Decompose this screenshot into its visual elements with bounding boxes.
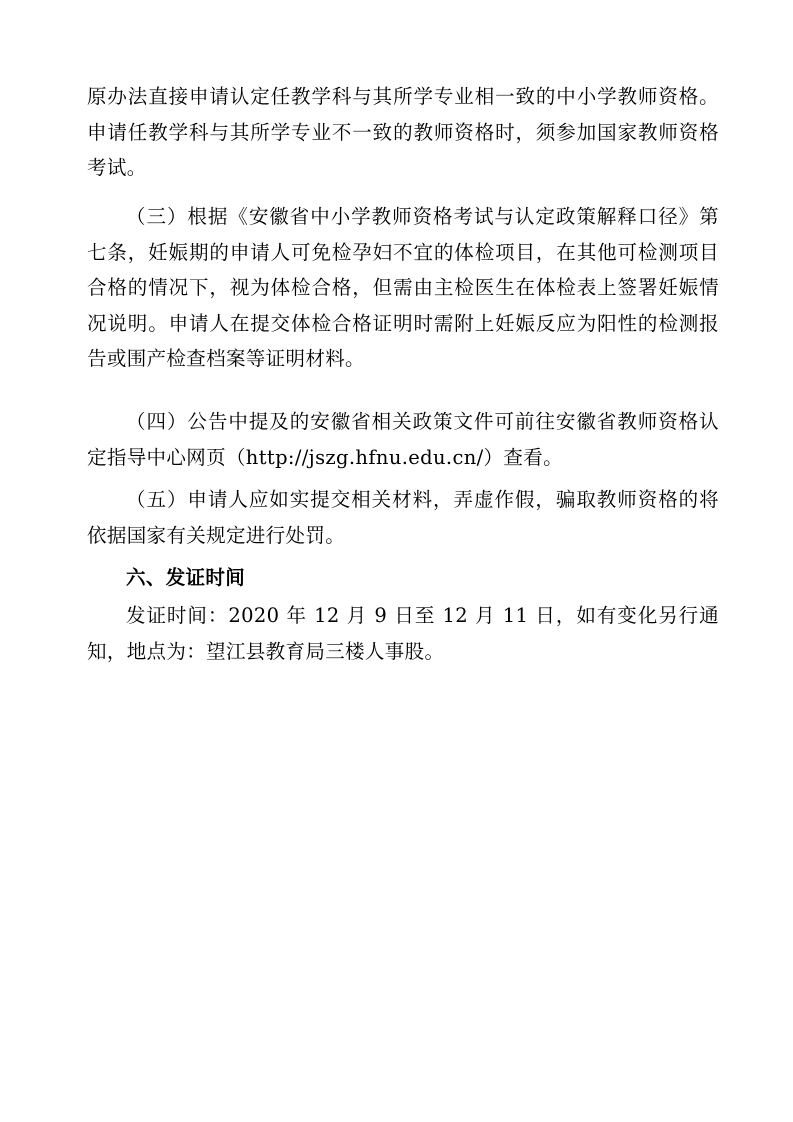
paragraph-item-4: （四）公告中提及的安徽省相关政策文件可前往安徽省教师资格认定指导中心网页（http://jszg.hfnu.edu.cn/）查看。 (87, 410, 719, 469)
section-heading: 六、发证时间 (126, 566, 246, 589)
paragraph-continuation: 原办法直接申请认定任教学科与其所学专业相一致的中小学教师资格。申请任教学科与其所学专业不一致的教师资格时，须参加国家教师资格考试。 (87, 85, 719, 179)
paragraph-item-5: （五）申请人应如实提交相关材料，弄虚作假，骗取教师资格的将依据国家有关规定进行处罚。 (87, 488, 719, 547)
issuance-paragraph: 发证时间：2020 年 12 月 9 日至 12 月 11 日，如有变化另行通知，地点为：望江县教育局三楼人事股。 (87, 604, 719, 663)
paragraph-item-3: （三）根据《安徽省中小学教师资格考试与认定政策解释口径》第七条，妊娠期的申请人可免检孕妇不宜的体检项目，在其他可检测项目合格的情况下，视为体检合格，但需由主检医生在体检表上签署妊娠情况说明。申请人在提交体检合格证明时需附上妊娠反应为阳性的检测报告或围产检查档案等证明材料。 (87, 205, 719, 370)
